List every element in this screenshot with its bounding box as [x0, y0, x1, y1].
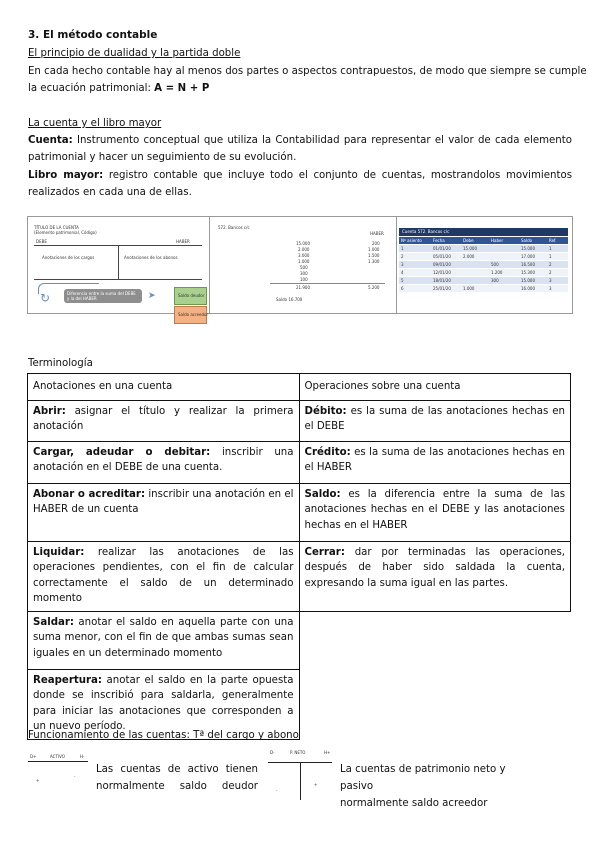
fig3-cell: 2.000	[463, 254, 475, 259]
term-saldar: Saldar: anotar el saldo en aquella parte con una suma menor, con el fin de que ambas sumas sean iguales en un determinado momento	[28, 611, 300, 669]
equation: A = N + P	[154, 83, 210, 94]
dual-heading: El principio de dualidad y la partida doble	[28, 48, 241, 59]
dual-line2	[28, 80, 209, 97]
fig3-cell: 1.000	[463, 286, 475, 291]
fig3-cell: 18/01/20	[433, 278, 451, 283]
fig3-title: Cuenta 572. Bancos c/c	[402, 229, 450, 234]
fig3-cell: 1	[401, 246, 404, 251]
term-reapertura: Reapertura: anotar el saldo en la parte opuesta donde se inscribió para saldarla, generalmente para iniciar las anotaciones que corresponden a un nuevo período.	[28, 669, 300, 739]
t-account-diagram	[27, 216, 210, 317]
dual-line1: En cada hecho contable hay al menos dos partes o aspectos contrapuestos, de modo que siempre se cumple	[28, 66, 587, 77]
col-right-header: Operaciones sobre una cuenta	[299, 374, 571, 401]
functioning-heading: Funcionamiento de las cuentas: Tª del cargo y abono	[28, 730, 299, 741]
fig3-row	[399, 285, 568, 292]
fig1-subtitle: (Elemento patrimonial, Código)	[34, 230, 97, 235]
section-title: 3. El método contable	[28, 29, 158, 41]
fig2-total-left: 21.900	[296, 285, 310, 290]
terminology-label: Terminología	[28, 358, 93, 369]
fig3-cell: 16.000	[521, 286, 535, 291]
fig1-debe: DEBE	[36, 239, 47, 244]
fig3-row	[399, 253, 568, 260]
cuenta-def-1: Instrumento conceptual que utiliza la Contabilidad para representar el valor de cada elemento	[76, 135, 572, 146]
term-cargar: Cargar, adeudar o debitar: inscribir una anotación en el DEBE de una cuenta.	[28, 441, 300, 483]
text-activo: Las cuentas de activo tienen normalmente saldo deudor	[96, 764, 258, 792]
t-account-activo: D+ ACTIVO H- + -	[28, 752, 88, 798]
cuenta-definition	[28, 132, 572, 166]
term-liquidar: Liquidar: realizar las anotaciones de las operaciones pendientes, con el fin de calcular correctamente el saldo de un determinado momento	[28, 541, 300, 611]
ledger-table-figure	[396, 216, 573, 314]
fig2-haber: HABER	[370, 231, 384, 236]
fig3-cell: 15.000	[463, 246, 477, 251]
fig1-grey-box: Diferencia entre la suma del DEBE y la del HABER	[64, 289, 142, 303]
fig3-cell: 15.000	[521, 246, 535, 251]
fig1-right-text: Anotaciones de los abonos	[124, 255, 178, 260]
mayor-def-1: registro contable que incluye todo el conjunto de cuentas, mostrandolos movimientos	[108, 170, 572, 181]
t-account-pneto: D- P. NETO H+ - +	[268, 748, 332, 800]
fig3-cell: 1.200	[491, 270, 503, 275]
fig3-cell: 17.000	[521, 254, 535, 259]
term-cerrar: Cerrar: dar por terminadas las operaciones, después de haber sido saldada la cuenta, expresando la suma igual en las partes.	[299, 541, 571, 611]
fig3-cell: 05/01/20	[433, 254, 451, 259]
cuenta-term: Cuenta:	[28, 135, 73, 146]
fig3-cell: 15.000	[521, 278, 535, 283]
fig3-cell: 09/01/20	[433, 262, 451, 267]
fig1-haber: HABER	[176, 239, 190, 244]
curved-arrow-icon: ↻	[40, 291, 51, 305]
fig1-left-text: Anotaciones de los cargos	[42, 255, 95, 260]
fig1-green-box: Saldo deudor	[174, 287, 207, 305]
fig3-cell: 12/01/20	[433, 270, 451, 275]
term-saldo: Saldo: es la diferencia entre la suma de las anotaciones hechas en el DEBE y las anotaciones hechas en el HABER	[299, 483, 571, 541]
fig2-title: 572. Bancos c/c	[218, 225, 250, 230]
fig3-cell: 3	[549, 286, 552, 291]
fig3-cell: 500	[491, 262, 499, 267]
fig3-cell: 2	[549, 262, 552, 267]
fig3-cell: 3	[401, 262, 404, 267]
fig3-row	[399, 277, 568, 284]
fig3-cell: 2	[401, 254, 404, 259]
mayor-term: Libro mayor:	[28, 170, 104, 181]
col-left-header: Anotaciones en una cuenta	[28, 374, 300, 401]
fig2-saldo: Saldo 16.700	[276, 297, 303, 302]
fig3-cell: 16.500	[521, 262, 535, 267]
fig1-title: TÍTULO DE LA CUENTA	[34, 225, 79, 230]
terminology-table	[27, 373, 571, 740]
fig3-row	[399, 245, 568, 252]
text-pneto: La cuentas de patrimonio neto y pasivo normalmente saldo acreedor	[340, 764, 506, 809]
arrow-right-icon: ➤	[148, 291, 156, 301]
fig3-row	[399, 261, 568, 268]
term-debito: Débito: es la suma de las anotaciones hechas en el DEBE	[299, 400, 571, 441]
fig3-cell: 5	[401, 278, 404, 283]
fig3-cell: 25/01/20	[433, 286, 451, 291]
fig3-cell: 1	[549, 246, 552, 251]
fig3-cell: 1	[549, 254, 552, 259]
fig1-orange-box: Saldo acreedor	[174, 306, 207, 324]
mayor-def-2: realizados en cada una de ellas.	[28, 187, 192, 198]
fig3-cell: 01/01/20	[433, 246, 451, 251]
bank-account-t: 572. Bancos c/c HABER 15.000 2.000 3.000 1.000 500 300 100 200 1.000 1.500 1.300 21.900 5.200 Saldo 16.700	[209, 216, 397, 314]
term-abrir: Abrir: asignar el título y realizar la primera anotación	[28, 400, 300, 441]
term-abonar: Abonar o acreditar: inscribir una anotación en el HABER de un cuenta	[28, 483, 300, 541]
fig3-row	[399, 269, 568, 276]
dual-line2-prefix: la ecuación patrimonial:	[28, 83, 151, 94]
fig3-cell: 2	[549, 270, 552, 275]
mayor-definition	[28, 167, 572, 201]
fig2-total-right: 5.200	[368, 285, 380, 290]
fig3-cell: 6	[401, 286, 404, 291]
ledger-heading: La cuenta y el libro mayor	[28, 118, 162, 129]
cuenta-def-2: patrimonial y hacer un seguimiento de su evolución.	[28, 152, 297, 163]
fig3-cell: 300	[491, 278, 499, 283]
fig3-header-row: Nº asiento Fecha Debe Haber Saldo Ref.	[399, 237, 568, 244]
term-credito: Crédito: es la suma de las anotaciones hechas en el HABER	[299, 441, 571, 483]
fig3-cell: 3	[549, 278, 552, 283]
fig3-cell: 4	[401, 270, 404, 275]
fig3-cell: 15.300	[521, 270, 535, 275]
